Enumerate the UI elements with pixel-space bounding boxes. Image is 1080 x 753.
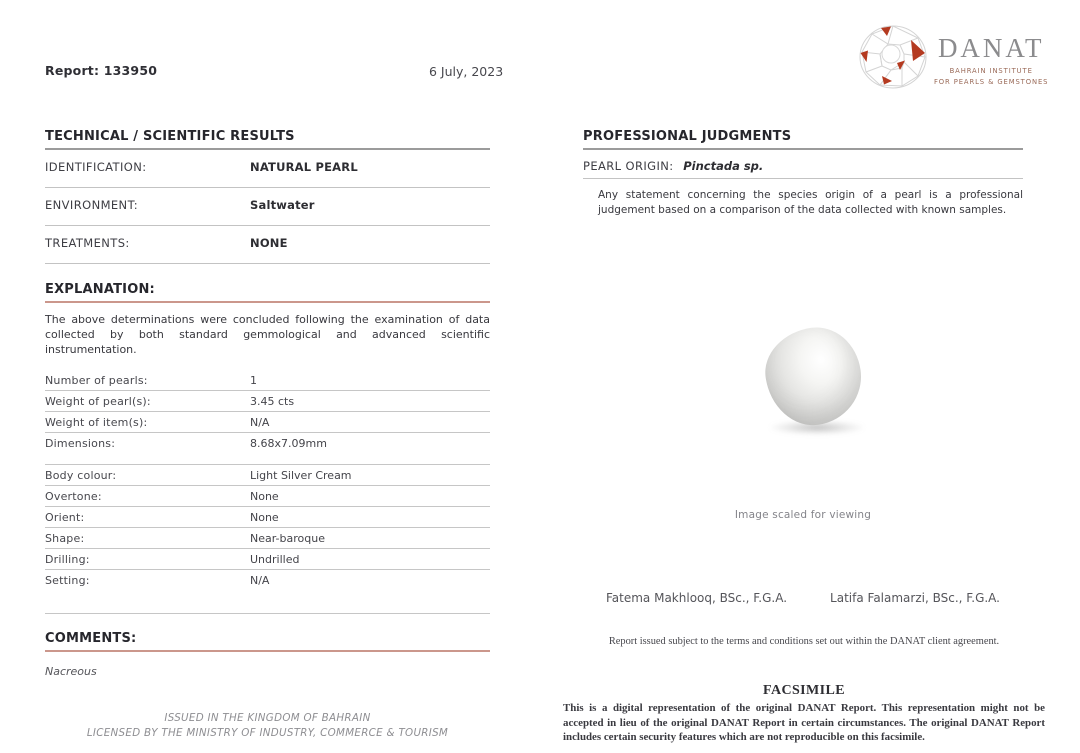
comments-text: Nacreous: [45, 664, 97, 678]
terms-note: Report issued subject to the terms and conditions set out within the DANAT client agreement.: [608, 636, 1000, 647]
row-label: Shape:: [45, 531, 85, 545]
table-row: [45, 391, 490, 412]
row-value: 1: [250, 373, 257, 387]
facsimile-title: FACSIMILE: [763, 683, 845, 698]
facsimile-block: [563, 683, 1045, 745]
technical-results-title: TECHNICAL / SCIENTIFIC RESULTS: [45, 130, 490, 150]
row-value: Undrilled: [250, 552, 300, 566]
technical-results-section: [45, 130, 490, 678]
pearl-origin-row: [583, 150, 1023, 179]
environment-row: [45, 188, 490, 226]
explanation-text: The above determinations were concluded following the examination of data collected by both standard gemmological and advanced scientific instrumentation.: [45, 313, 490, 357]
issuer-footer: [45, 711, 490, 742]
image-caption: Image scaled for viewing: [734, 509, 872, 521]
row-value: None: [250, 489, 279, 503]
brand-subtitle-line2: FOR PEARLS & GEMSTONES: [934, 77, 1049, 86]
pearl-photo: [583, 324, 1023, 439]
treatments-value: NONE: [250, 236, 288, 250]
signature-right: Latifa Falamarzi, BSc., F.G.A.: [830, 591, 1000, 605]
danat-logo: [858, 24, 1048, 90]
row-label: Number of pearls:: [45, 373, 148, 387]
comments-title: COMMENTS:: [45, 632, 490, 652]
table-row: [45, 465, 490, 486]
report-date: 6 July, 2023: [429, 64, 504, 79]
row-label: Weight of pearl(s):: [45, 394, 151, 408]
faceted-pearl-sphere-icon: [858, 24, 928, 90]
row-label: Dimensions:: [45, 436, 116, 450]
brand-subtitle: [934, 66, 1048, 87]
pearl-measurements-table: [45, 370, 490, 614]
environment-label: ENVIRONMENT:: [45, 198, 138, 212]
row-label: Body colour:: [45, 468, 117, 482]
footer-issued-line: ISSUED IN THE KINGDOM OF BAHRAIN: [164, 712, 371, 724]
row-value: 3.45 cts: [250, 394, 295, 408]
origin-statement-note: Any statement concerning the species origin of a pearl is a professional judgement based on a comparison of the data collected with known samples.: [598, 189, 1023, 216]
row-value: Near-baroque: [250, 531, 325, 545]
professional-judgments-title: PROFESSIONAL JUDGMENTS: [583, 130, 1023, 150]
footer-licensed-line: LICENSED BY THE MINISTRY OF INDUSTRY, COMMERCE & TOURISM: [86, 727, 449, 740]
table-row: [45, 486, 490, 507]
brand-subtitle-line1: BAHRAIN INSTITUTE: [949, 67, 1033, 75]
facsimile-text: This is a digital representation of the original DANAT Report. This representation might not be accepted in lieu of the original DANAT Report in certain circumstances. The original DANAT Report includes certain security features which are not reproducible on this facsimile.: [563, 702, 1045, 743]
table-row: [45, 549, 490, 570]
brand-name: DANAT: [937, 33, 1045, 63]
identification-value: NATURAL PEARL: [250, 160, 358, 174]
identification-label: IDENTIFICATION:: [45, 160, 147, 174]
environment-value: Saltwater: [250, 198, 315, 212]
row-label: Overtone:: [45, 489, 102, 503]
row-label: Orient:: [45, 510, 85, 524]
row-value: 8.68x7.09mm: [250, 436, 327, 450]
treatments-label: TREATMENTS:: [45, 236, 130, 250]
pearl-origin-value: Pinctada sp.: [683, 159, 764, 173]
explanation-title: EXPLANATION:: [45, 283, 490, 303]
identification-row: [45, 150, 490, 188]
row-value: None: [250, 510, 279, 524]
row-label: Drilling:: [45, 552, 90, 566]
treatments-row: [45, 226, 490, 264]
row-label: Setting:: [45, 573, 90, 587]
row-value: Light Silver Cream: [250, 468, 352, 482]
professional-judgments-section: [583, 130, 1023, 217]
table-row: [45, 570, 490, 614]
report-number: Report: 133950: [45, 63, 158, 78]
table-row: [45, 433, 490, 465]
table-row: [45, 507, 490, 528]
row-value: N/A: [250, 415, 270, 429]
signature-left: Fatema Makhlooq, BSc., F.G.A.: [606, 591, 788, 605]
pearl-origin-label: PEARL ORIGIN:: [583, 159, 674, 173]
logo-text: [934, 24, 1048, 87]
signatures-row: [583, 591, 1023, 605]
row-label: Weight of item(s):: [45, 415, 148, 429]
table-row: [45, 370, 490, 391]
table-row: [45, 528, 490, 549]
table-row: [45, 412, 490, 433]
row-value: N/A: [250, 573, 270, 587]
pearl-image: [760, 322, 868, 431]
